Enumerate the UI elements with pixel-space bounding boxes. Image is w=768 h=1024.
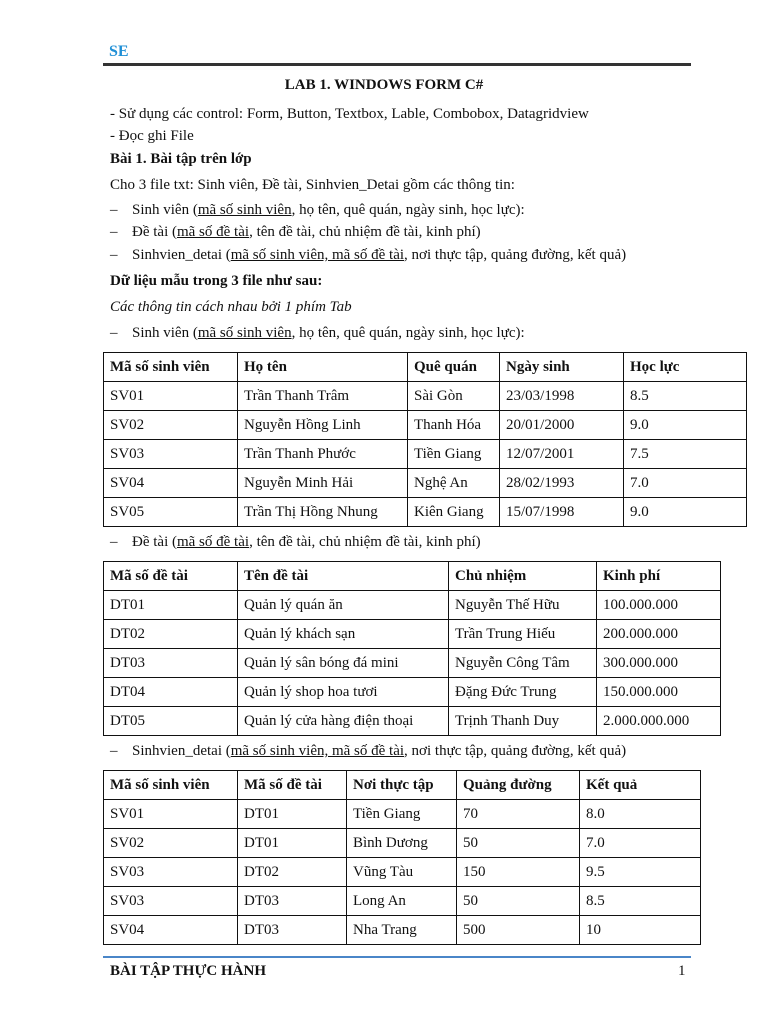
table-cell: Trịnh Thanh Duy bbox=[449, 707, 597, 736]
table-cell: SV04 bbox=[104, 469, 238, 498]
table-cell: SV02 bbox=[104, 829, 238, 858]
table-cell: Nguyễn Minh Hải bbox=[238, 469, 408, 498]
table-row bbox=[104, 440, 747, 469]
table-cell: Vũng Tàu bbox=[347, 858, 457, 887]
table-row bbox=[104, 887, 701, 916]
column-header: Kết quả bbox=[580, 771, 701, 800]
column-header: Nơi thực tập bbox=[347, 771, 457, 800]
table-cell: 8.0 bbox=[580, 800, 701, 829]
table-cell: Nha Trang bbox=[347, 916, 457, 945]
table-cell: 23/03/1998 bbox=[500, 382, 624, 411]
dash-bullet: – bbox=[110, 202, 118, 218]
table-cell: Quản lý khách sạn bbox=[238, 620, 449, 649]
dash-bullet: – bbox=[110, 743, 118, 759]
table-cell: SV03 bbox=[104, 858, 238, 887]
table-cell: Đặng Đức Trung bbox=[449, 678, 597, 707]
table-cell: SV03 bbox=[104, 440, 238, 469]
column-header: Quảng đường bbox=[457, 771, 580, 800]
table-cell: 9.5 bbox=[580, 858, 701, 887]
table-cell: Trần Thanh Trâm bbox=[238, 382, 408, 411]
item-text: , họ tên, quê quán, ngày sinh, học lực): bbox=[291, 202, 525, 218]
table-cell: 15/07/1998 bbox=[500, 498, 624, 527]
table-cell: 7.0 bbox=[580, 829, 701, 858]
table-row bbox=[104, 620, 721, 649]
table-cell: 50 bbox=[457, 829, 580, 858]
brand-label: SE bbox=[109, 43, 129, 60]
table-cell: DT01 bbox=[104, 591, 238, 620]
table-cell: Kiên Giang bbox=[408, 498, 500, 527]
table-cell: Quản lý sân bóng đá mini bbox=[238, 649, 449, 678]
item-text: , tên đề tài, chủ nhiệm đề tài, kinh phí) bbox=[249, 224, 481, 240]
table-cell: 2.000.000.000 bbox=[597, 707, 721, 736]
table-row bbox=[104, 800, 701, 829]
item-text: , nơi thực tập, quảng đường, kết quả) bbox=[404, 743, 627, 759]
table-row bbox=[104, 591, 721, 620]
header-divider bbox=[103, 63, 691, 66]
table-row bbox=[104, 858, 701, 887]
table-cell: DT03 bbox=[238, 916, 347, 945]
dash-bullet: – bbox=[110, 534, 118, 550]
table2-caption bbox=[110, 532, 481, 552]
table-cell: Nguyễn Công Tâm bbox=[449, 649, 597, 678]
table-detai bbox=[103, 561, 721, 736]
table-cell: 12/07/2001 bbox=[500, 440, 624, 469]
table-cell: 9.0 bbox=[624, 411, 747, 440]
table-row bbox=[104, 678, 721, 707]
table-cell: 7.0 bbox=[624, 469, 747, 498]
list-item-sinhvien-detai bbox=[110, 245, 626, 265]
column-header: Mã số đề tài bbox=[238, 771, 347, 800]
table-cell: SV02 bbox=[104, 411, 238, 440]
item-text: , họ tên, quê quán, ngày sinh, học lực): bbox=[291, 325, 525, 341]
table-cell: SV03 bbox=[104, 887, 238, 916]
table-row bbox=[104, 707, 721, 736]
table-cell: Nghệ An bbox=[408, 469, 500, 498]
table-cell: DT02 bbox=[104, 620, 238, 649]
page-number: 1 bbox=[678, 963, 686, 979]
item-key: mã số sinh viên bbox=[197, 202, 292, 218]
table-cell: 300.000.000 bbox=[597, 649, 721, 678]
table-header-row bbox=[104, 562, 721, 591]
table-cell: DT05 bbox=[104, 707, 238, 736]
column-header: Chủ nhiệm bbox=[449, 562, 597, 591]
table3-caption bbox=[110, 741, 626, 761]
table-cell: 8.5 bbox=[624, 382, 747, 411]
table-cell: Tiền Giang bbox=[347, 800, 457, 829]
table-cell: 500 bbox=[457, 916, 580, 945]
table-header-row bbox=[104, 353, 747, 382]
dash-bullet: – bbox=[110, 325, 118, 341]
table-cell: Thanh Hóa bbox=[408, 411, 500, 440]
table-cell: Trần Trung Hiếu bbox=[449, 620, 597, 649]
footer-divider bbox=[103, 956, 691, 958]
table-cell: DT02 bbox=[238, 858, 347, 887]
table-cell: DT04 bbox=[104, 678, 238, 707]
table1-caption bbox=[110, 323, 525, 343]
table-cell: DT01 bbox=[238, 800, 347, 829]
column-header: Ngày sinh bbox=[500, 353, 624, 382]
item-text: Đề tài ( bbox=[132, 534, 177, 550]
table-cell: SV01 bbox=[104, 382, 238, 411]
table-cell: Bình Dương bbox=[347, 829, 457, 858]
tab-note: Các thông tin cách nhau bởi 1 phím Tab bbox=[110, 299, 352, 315]
table-cell: 9.0 bbox=[624, 498, 747, 527]
table-row bbox=[104, 829, 701, 858]
column-header: Học lực bbox=[624, 353, 747, 382]
table-cell: Nguyễn Thế Hữu bbox=[449, 591, 597, 620]
column-header: Mã số sinh viên bbox=[104, 771, 238, 800]
footer-label: BÀI TẬP THỰC HÀNH bbox=[110, 963, 266, 979]
table-cell: 50 bbox=[457, 887, 580, 916]
item-key: mã số đề tài bbox=[176, 534, 250, 550]
table-row bbox=[104, 498, 747, 527]
dash-bullet: – bbox=[110, 224, 118, 240]
column-header: Quê quán bbox=[408, 353, 500, 382]
table-cell: DT01 bbox=[238, 829, 347, 858]
table-cell: DT03 bbox=[104, 649, 238, 678]
item-text: Sinhvien_detai ( bbox=[132, 743, 231, 759]
list-item-detai bbox=[110, 222, 481, 242]
table-cell: 150.000.000 bbox=[597, 678, 721, 707]
item-key: mã số đề tài bbox=[176, 224, 250, 240]
page-title: LAB 1. WINDOWS FORM C# bbox=[284, 77, 484, 93]
table-cell: DT03 bbox=[238, 887, 347, 916]
table-cell: 10 bbox=[580, 916, 701, 945]
item-text: Đề tài ( bbox=[132, 224, 177, 240]
item-text: , nơi thực tập, quảng đường, kết quả) bbox=[404, 247, 627, 263]
table-cell: 20/01/2000 bbox=[500, 411, 624, 440]
table-header-row bbox=[104, 771, 701, 800]
item-text: Sinh viên ( bbox=[132, 325, 198, 341]
table-row bbox=[104, 469, 747, 498]
table-cell: 70 bbox=[457, 800, 580, 829]
table-row bbox=[104, 411, 747, 440]
table-row bbox=[104, 916, 701, 945]
table-cell: 8.5 bbox=[580, 887, 701, 916]
item-text: Sinhvien_detai ( bbox=[132, 247, 231, 263]
table-cell: Long An bbox=[347, 887, 457, 916]
item-key: mã số sinh viên, mã số đề tài bbox=[230, 247, 405, 263]
table-cell: Quản lý quán ăn bbox=[238, 591, 449, 620]
table-cell: 100.000.000 bbox=[597, 591, 721, 620]
item-text: , tên đề tài, chủ nhiệm đề tài, kinh phí) bbox=[249, 534, 481, 550]
table-cell: Sài Gòn bbox=[408, 382, 500, 411]
table-row bbox=[104, 382, 747, 411]
intro-file: - Đọc ghi File bbox=[110, 128, 194, 144]
intro-controls: - Sử dụng các control: Form, Button, Textbox, Lable, Combobox, Datagridview bbox=[110, 106, 589, 122]
table-cell: Nguyễn Hồng Linh bbox=[238, 411, 408, 440]
table-cell: SV05 bbox=[104, 498, 238, 527]
table-row bbox=[104, 649, 721, 678]
table-cell: Trần Thị Hồng Nhung bbox=[238, 498, 408, 527]
table-sinhvien-detai bbox=[103, 770, 701, 945]
column-header: Mã số đề tài bbox=[104, 562, 238, 591]
table-cell: Trần Thanh Phước bbox=[238, 440, 408, 469]
column-header: Họ tên bbox=[238, 353, 408, 382]
table-cell: SV04 bbox=[104, 916, 238, 945]
table-cell: SV01 bbox=[104, 800, 238, 829]
table-cell: Tiền Giang bbox=[408, 440, 500, 469]
table-cell: Quản lý shop hoa tươi bbox=[238, 678, 449, 707]
column-header: Tên đề tài bbox=[238, 562, 449, 591]
given-text: Cho 3 file txt: Sinh viên, Đề tài, Sinhvien_Detai gồm các thông tin: bbox=[110, 177, 515, 193]
item-key: mã số sinh viên, mã số đề tài bbox=[230, 743, 405, 759]
column-header: Kinh phí bbox=[597, 562, 721, 591]
table-cell: 150 bbox=[457, 858, 580, 887]
table-cell: Quản lý cửa hàng điện thoại bbox=[238, 707, 449, 736]
table-cell: 200.000.000 bbox=[597, 620, 721, 649]
table-sinhvien bbox=[103, 352, 747, 527]
column-header: Mã số sinh viên bbox=[104, 353, 238, 382]
item-text: Sinh viên ( bbox=[132, 202, 198, 218]
table-cell: 28/02/1993 bbox=[500, 469, 624, 498]
item-key: mã số sinh viên bbox=[197, 325, 292, 341]
sample-heading: Dữ liệu mẫu trong 3 file như sau: bbox=[110, 273, 323, 289]
exercise-heading: Bài 1. Bài tập trên lớp bbox=[110, 151, 252, 167]
dash-bullet: – bbox=[110, 247, 118, 263]
table-cell: 7.5 bbox=[624, 440, 747, 469]
list-item-sinhvien bbox=[110, 200, 525, 220]
